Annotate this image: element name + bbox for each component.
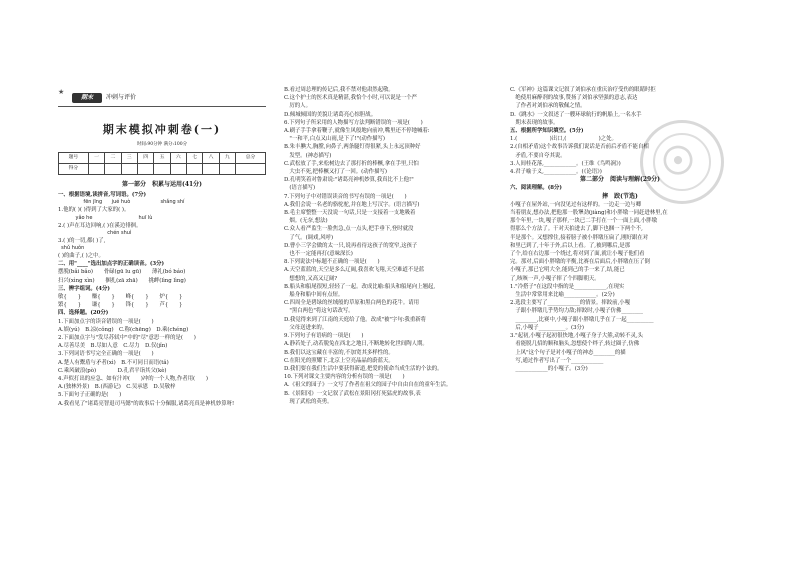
part-heading: 第二部分 阅读与理解(29分): [579, 176, 661, 184]
question-line: 2.选段主要写了____________的情景。摔跤前,小嘎: [510, 300, 631, 307]
section-heading: 四、选择题。(20分): [58, 310, 109, 317]
question-line: 1.( )出口,( )之处。: [510, 136, 617, 143]
score-cell[interactable]: [105, 164, 121, 175]
text-line: C.这个护士的医术真是精湛,我恰个小时,可以说是一个严: [284, 95, 418, 102]
score-cell[interactable]: [88, 164, 104, 175]
score-value-row: [59, 164, 266, 175]
answer-options: B.《景阳冈》一文记叙了武松在景阳冈打死猛虎的故事,表: [284, 390, 421, 397]
answer-options: B.毛主席整整一天没说一句话,只是一支接着一支地吸着: [284, 210, 416, 217]
question-line: 5.下面句子正确的是( ): [58, 392, 122, 399]
score-cell[interactable]: [170, 164, 186, 175]
question-line: 生活中常常用来比喻____________。(2分): [510, 292, 615, 299]
text-line: D.《跳水》一文叙述了一艘环球航行的帆船上,一名水手: [510, 111, 642, 118]
question-line: 子跟小胖墩几乎势均力敌;摔跤时,小嘎子仿佛________: [510, 308, 643, 315]
answer-options: B.朱丰腆大,胸膛,向鼻子,两条腿钉得很紧,头上永远顶种好: [284, 144, 421, 151]
passage-line: 当着朋友,想办法,把他那一股犟劲(jiàng)和小胖墩一同赶进林里,在: [510, 210, 668, 217]
question-line: ( )的曲子,( )之中。: [58, 253, 104, 260]
header-band: [58, 88, 266, 107]
answer-options: 发型。(神态描写): [284, 152, 332, 159]
answer-options: 父母送进来的。: [284, 324, 328, 331]
score-header-cell: 七: [187, 153, 203, 164]
text-line: C.《军神》这篇课文记叙了刘伯承在重庆治疗受伤的眼睛时拒: [510, 87, 656, 93]
section-heading: 五、根据所学知识填空。(5分): [510, 128, 584, 135]
text-line: 期末表现的故事。: [510, 119, 559, 126]
star-icon: ★: [58, 88, 65, 96]
exam-meta: 时间:90分钟 满分:100分: [136, 142, 188, 147]
question-line: 扫兴(xìng xìn) 捆扎(zā zhā) 挑衅(lìng lìng): [58, 277, 186, 284]
answer-options: A.刷子手手拿着鞭子,就像生风般地向前冲,嘴里还不停地喊着:: [284, 128, 430, 135]
question-line: 6.下列句子所采用的人物描写方法判断错误的一项是( ): [284, 119, 423, 126]
score-header-row: [59, 153, 266, 164]
answer-options: A.(独林外景) B.(西游记) C.吴承恩 D.吴敬梓: [58, 384, 176, 391]
section-heading: 二、用"____"选出加点字的正确读音。(3分): [58, 261, 165, 268]
question-line: 7.下列句子中对错误读音的书写有误的一项是( ): [284, 193, 407, 200]
section-heading: 一、根据语境,读拼音,写词语。(7分): [58, 192, 147, 199]
column-3: [510, 86, 730, 373]
answer-options: B.船头和船尾很短,轻轻了一起。改成比喻:船头和船尾向上翘起,: [284, 283, 436, 290]
question-line: 3.人间桂花落,____________。(王维《鸟鸣涧》): [510, 160, 621, 167]
brand-logo: 期末: [72, 93, 102, 103]
question-line: 写,通过作者写出了一个____________: [510, 357, 604, 364]
part-heading: 第一部分 积累与运用(41分): [121, 181, 203, 188]
section-heading: 六、阅读理解。(8分): [510, 185, 562, 192]
answer-options: "一和平,白点又山雨,是下了!"(动作描写): [284, 136, 386, 143]
passage-line: 那个年里,一块,嘎子那样,一块已二手打在一个一面上面,小胖墩: [510, 218, 658, 225]
header-tag: 冲刺与评价: [106, 94, 137, 101]
question-line: 2.(自相矛盾)这个故事告诉我们说话是否前后矛盾不能自相: [510, 144, 649, 151]
score-cell[interactable]: [187, 164, 203, 175]
question-line: 9.下列句子有语病的一项是( ): [284, 333, 364, 340]
text-line: B.看过周总理的传记后,我不禁对他肃然起敬。: [284, 87, 394, 93]
score-header-cell: 二: [105, 153, 121, 164]
answer-options: (语言描写): [284, 185, 316, 192]
question-line: 2.( )声在耳边回响,( )在溪边徘徊。: [58, 222, 142, 229]
answer-options: A.《祖父的园子》一文写了作者在祖父的园子中自由自在的童年生活。: [284, 382, 452, 389]
answer-options: D.我们要在我们生活中要获得新道,把爱的使命当成生活的个法的。: [284, 365, 443, 372]
score-header-cell: 总分: [236, 153, 266, 164]
question-line: 后,小嘎子__________。(3分): [510, 324, 585, 331]
answer-options: A.静若处子,动若脱兔在西北之地日,不断地转化世间陶人期。: [284, 341, 428, 348]
answer-options: D.曹小三学会做的太一只,说再看待这孩子的宽窄,这孩子: [284, 242, 418, 249]
score-header-cell: 九: [219, 153, 235, 164]
score-cell[interactable]: [137, 164, 153, 175]
answer-options: 了气。(调戏,风呼): [284, 234, 334, 241]
pinyin-line: shǔ huǒn: [58, 245, 85, 252]
score-header-cell: 题号: [59, 153, 89, 164]
answer-options: A.我们会说一名老的骆驼驼,并在地上写汉字。(语言描写): [284, 201, 420, 208]
score-header-cell: 五: [154, 153, 170, 164]
pinyin-line: yǎo he huī lù: [58, 214, 153, 221]
question-line: 1.下面加点字的读音错误的一项是( ): [58, 318, 154, 325]
answer-options: A.娱(yú) B.凉(cǒng) C.称(chēng) D.乘(chéng): [58, 326, 189, 333]
question-line: ____________的小嘎子。(3分): [510, 365, 588, 372]
answer-options: C.在阳光的照耀下,北京上空亮晶晶的蔚蓝天。: [284, 357, 394, 364]
answer-options: C.四周全是碧绿的丝绒般的草原和黑白两色的花牛。请用: [284, 300, 420, 307]
question-line: 1."冷搭子"在这段中指的是____________,在现实: [510, 283, 625, 290]
passage-line: 半是那个。又想撑住,接着膀子被小胖墩压扁了,刚好跟在对: [510, 234, 649, 241]
watermark-stamp: ☉: [640, 120, 724, 204]
score-table: [58, 152, 266, 175]
question-line: 3."起初,小嘎子起初很快地,小嘎子身子大熊,动转不灵,头: [510, 333, 644, 340]
question-line: 看能脱几招的顺和脑头,忽想使个绊子,转过圈子,仿佛: [510, 341, 640, 348]
question-line: 4.声似打出的应急、如有汁冲( )冲的一个人物,作者用( ): [58, 376, 209, 383]
score-header-cell: 六: [170, 153, 186, 164]
answer-options: 大虫不死,把棒橛又打了一回。(动作描写): [284, 169, 387, 176]
answer-options: "黑白两色"将这句话改写。: [284, 308, 354, 315]
passage-line: 得那么个方法了。干对天拍进去了,脚下也捆一下两个不,: [510, 226, 643, 233]
reading-title: 摔 跤(节选): [602, 192, 638, 200]
answer-options: 现了武松的英勇。: [284, 398, 333, 405]
score-header-cell: 八: [203, 153, 219, 164]
answer-options: 烟。(无奈,想法): [284, 218, 328, 225]
question-line: 10.下列对课文主要内容的分析有误的一项是( ): [284, 374, 405, 381]
question-line: 矛盾,不要自夸其说。: [510, 152, 566, 159]
score-cell[interactable]: [203, 164, 219, 175]
passage-line: 了个,给在右边那一个绕过,将对到了面,就让小嘎子他们看: [510, 251, 645, 258]
answer-options: 想想的,又高又辽阔?: [284, 275, 338, 282]
answer-options: A.楚人有鬻盾与矛者(xì) B.不可同日而语(tǎ): [58, 359, 169, 366]
text-line: D.倾城倾国的美貌让诸葛亮心惊胆战。: [284, 111, 377, 118]
page-title: 期末模拟冲刺卷(一): [102, 123, 222, 136]
pinyin-line: fēn jīng jué huò shǎng shí: [58, 199, 185, 206]
question-line: 繁{ } 谦{ } 锋{ } 芦{ }: [58, 302, 183, 309]
score-cell[interactable]: [236, 164, 266, 175]
score-cell[interactable]: [219, 164, 235, 175]
passage-line: 了,咳咳一声,小嘎子摔了个四脚朝天。: [510, 275, 600, 282]
pinyin-line: chén shuì: [58, 229, 132, 236]
passage-line: 小嘎子,那已它明大全,能到己的手一来了,结,能已: [510, 267, 625, 274]
answer-options: A.我看见了"诸葛亮智退司马懿"的故事后十分佩服,诸葛亮真是神机妙算呀!: [58, 400, 235, 407]
text-line: 绝使用麻醉剂的故事,赞扬了刘伯承坚强的意志,表达: [510, 95, 638, 102]
score-row-label: 得分: [59, 164, 89, 175]
answer-options: A.尽善尽美 B.尽如人意 C.尽力 D.仅(jǐn): [58, 343, 168, 350]
question-line: 摆脱(bǎi bǎo) 骨碌(gū lu gū) 薄礼(bó báo): [58, 269, 186, 276]
answer-options: D.孔明笑着对鲁肃说:"诸葛亮神机妙算,我真比不上他!": [284, 177, 414, 184]
passage-line: 完。那对,后面小胖墩的平衡,比赛在后面后,小胖墩在压了倒: [510, 259, 650, 266]
score-cell[interactable]: [121, 164, 137, 175]
answer-options: D.我觉得来到了江南的天庭给了他。改成"被"字句:我重新将: [284, 316, 426, 323]
answer-options: 也不一定能再打(意味深长): [284, 251, 353, 258]
answer-options: A.天空蓝蓝的,天空是多么辽阔,我喜欢飞翔,天空难道不是蓝: [284, 267, 425, 274]
answer-options: 船身和船中间有点短。: [284, 292, 344, 299]
question-line: 8.下列说法中标题不正确的一项是( ): [284, 259, 380, 266]
question-line: ________,比赛中,小嘎子跟小胖墩几乎在了一起__________: [510, 316, 654, 323]
score-cell[interactable]: [154, 164, 170, 175]
text-line: 厉的人。: [284, 103, 311, 110]
question-line: 1.他的( )( )得到了大家的( )。: [58, 207, 130, 214]
question-line: 2.下面加点字与"发尽苏轼中"中的"尽"意思一样的是( ): [58, 335, 196, 342]
question-line: 3.( )的一切,都( )了,: [58, 237, 106, 244]
exam-paper: [58, 86, 740, 536]
column-2: [284, 86, 492, 406]
column-1-body: [58, 180, 266, 408]
section-heading: 三、辨字组词。(4分): [58, 285, 110, 292]
question-line: 4.君子喻于义,____________。(《论语》): [510, 169, 602, 176]
question-line: 3.下列词语书写完全正确的一项是( ): [58, 351, 154, 358]
score-header-cell: 三: [121, 153, 137, 164]
answer-options: C.武松放了手,来松树边去了那打折的棒橛,拿在手里,只怕: [284, 160, 419, 167]
score-header-cell: 四: [137, 153, 153, 164]
text-line: 了作者对刘伯承的敬佩之情。: [510, 103, 586, 110]
answer-options: B.我们以这宝藏在丰富的,不加宽其多样性的。: [284, 349, 394, 356]
answer-options: C.乘风破浪(pò) D.孔君平诣其父(kè): [58, 367, 167, 374]
question-line: 上风"这个句子是对小嘎子的神态________的描: [510, 349, 626, 356]
question-line: 敏{ } 赚{ } 峰{ } 炉{ }: [58, 294, 183, 301]
score-header-cell: 一: [88, 153, 104, 164]
passage-line: 和里已到了,十年于外,后以上看。了,被到哪后,是那: [510, 242, 631, 249]
passage-line: 小嘎子在屋外站,一向没见过有这样的。一边走一边与卿: [510, 201, 642, 208]
answer-options: C.众人看严监生一脸焦急,点一点头,把手垂下,登时就没: [284, 226, 414, 233]
